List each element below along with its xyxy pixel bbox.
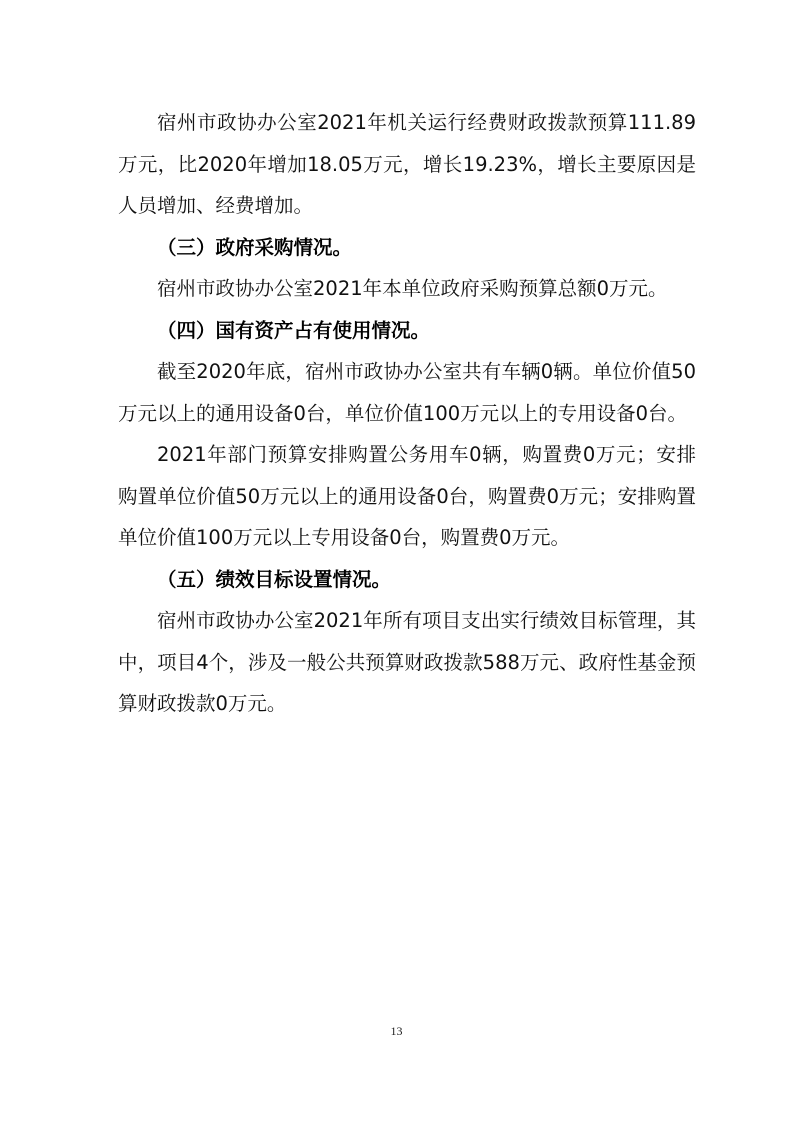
paragraph-procurement-budget: 宿州市政协办公室2021年本单位政府采购预算总额0万元。: [157, 277, 668, 300]
paragraph-performance-management: 宿州市政协办公室2021年所有项目支出实行绩效目标管理，其中，项目4个，涉及一般公共预算财政拨款588万元、政府性基金预算财政拨款0万元。: [118, 609, 696, 715]
paragraph-assets-purchase-plan: 2021年部门预算安排购置公务用车0辆，购置费0万元；安排购置单位价值50万元以上的通用设备0台，购置费0万元；安排购置单位价值100万元以上专用设备0台，购置费0万元。: [118, 443, 696, 549]
heading-government-procurement: （三）政府采购情况。: [157, 235, 353, 259]
heading-state-assets: （四）国有资产占有使用情况。: [157, 318, 431, 342]
paragraph-operating-expenses: 宿州市政协办公室2021年机关运行经费财政拨款预算111.89万元，比2020年增加18.05万元，增长19.23%，增长主要原因是人员增加、经费增加。: [118, 111, 696, 217]
page-number: 13: [390, 1024, 403, 1038]
heading-performance-targets: （五）绩效目标设置情况。: [157, 567, 392, 591]
paragraph-assets-status: 截至2020年底，宿州市政协办公室共有车辆0辆。单位价值50万元以上的通用设备0台，单位价值100万元以上的专用设备0台。: [118, 360, 696, 425]
document-body: [118, 102, 696, 725]
